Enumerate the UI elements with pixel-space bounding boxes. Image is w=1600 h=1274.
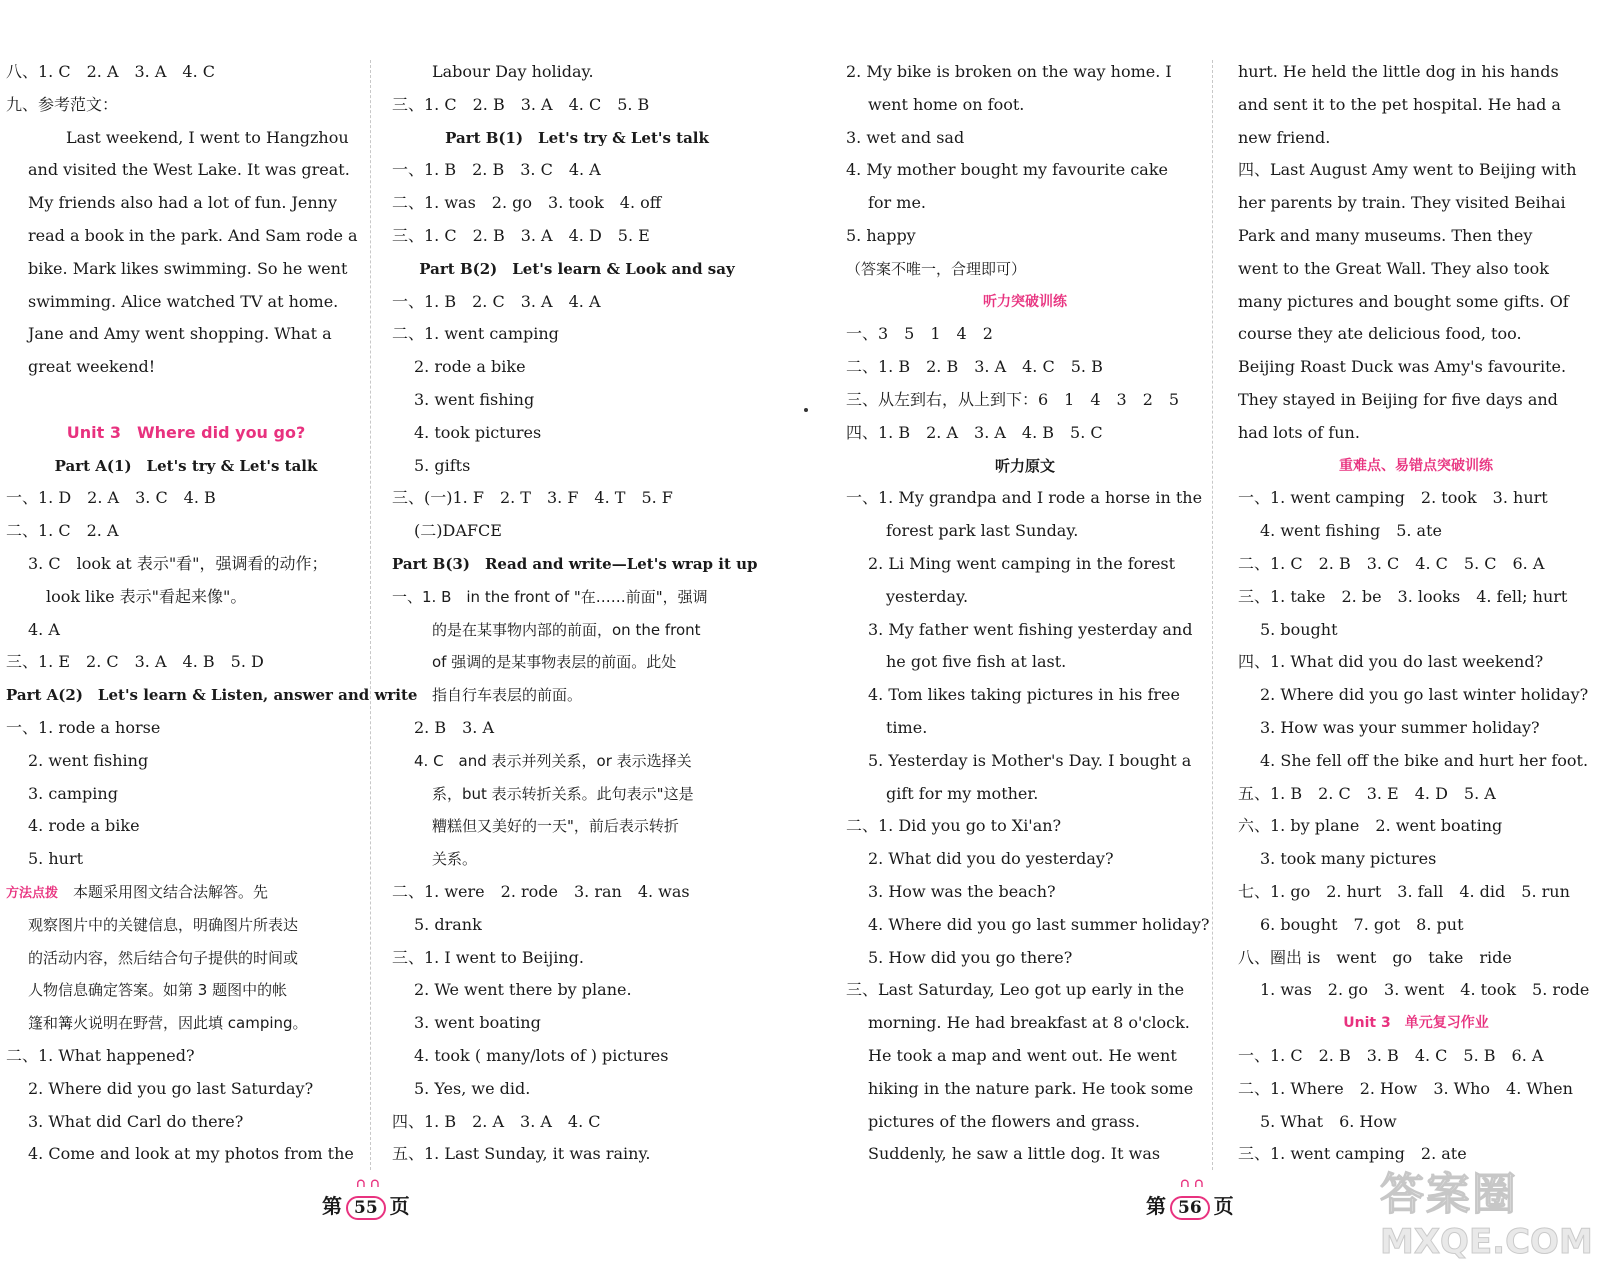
answer-line: （答案不唯一，合理即可）	[846, 259, 1027, 278]
answer-line: 3. How was the beach?	[868, 881, 1056, 901]
answer-line: pictures of the flowers and grass.	[868, 1111, 1140, 1131]
answer-line: her parents by train. They visited Beihai	[1238, 193, 1566, 213]
answer-line: 1. was 2. go 3. went 4. took 5. rode	[1260, 980, 1590, 1000]
answer-line: 3. wet and sad	[846, 127, 965, 147]
answer-line: 4. She fell off the bike and hurt her foot.	[1260, 750, 1589, 770]
answer-line: 二、1. were 2. rode 3. ran 4. was	[392, 881, 690, 901]
answer-line: Last weekend, I went to Hangzhou	[66, 127, 349, 147]
column-divider	[1212, 60, 1213, 1170]
answer-line: 5. Yesterday is Mother's Day. I bought a	[868, 750, 1192, 770]
answer-line: 五、1. Last Sunday, it was rainy.	[392, 1144, 651, 1164]
answer-line: 一、1. went camping 2. took 3. hurt	[1238, 488, 1548, 508]
answer-line: he got five fish at last.	[886, 652, 1067, 672]
answer-line: 5. happy	[846, 225, 916, 245]
answer-line: 三、1. C 2. B 3. A 4. D 5. E	[392, 225, 650, 245]
answer-line: 5. bought	[1260, 619, 1338, 639]
answer-line: 三、1. take 2. be 3. looks 4. fell; hurt	[1238, 586, 1568, 606]
answer-line: (二)DAFCE	[414, 521, 502, 541]
answer-line: 一、1. B in the front of "在……前面"，强调	[392, 587, 708, 606]
page-prefix: 第	[322, 1194, 342, 1218]
answer-line: look like 表示"看起来像"。	[46, 586, 247, 606]
answer-line: yesterday.	[886, 586, 969, 606]
answer-line: 一、1. B 2. B 3. C 4. A	[392, 160, 601, 180]
answer-line: time.	[886, 717, 928, 737]
answer-column-2	[392, 56, 762, 1171]
answer-line: 一、1. My grandpa and I rode a horse in the	[846, 488, 1203, 508]
method-tip-label: 方法点拨	[6, 885, 59, 901]
answer-line: 三、1. went camping 2. ate	[1238, 1144, 1467, 1164]
answer-line: 三、从左到右，从上到下：6 1 4 3 2 5	[846, 389, 1180, 409]
page-number-right	[1146, 1176, 1234, 1220]
answer-line: and visited the West Lake. It was great.	[28, 160, 350, 180]
answer-line: hiking in the nature park. He took some	[868, 1078, 1194, 1098]
answer-line: Part B(3) Read and write—Let's wrap it up	[392, 554, 758, 573]
answer-line: 5. Yes, we did.	[414, 1078, 531, 1098]
answer-line: course they ate delicious food, too.	[1238, 324, 1522, 344]
answer-line: 3. What did Carl do there?	[28, 1111, 244, 1131]
answer-line: 八、1. C 2. A 3. A 4. C	[6, 62, 216, 81]
answer-column-3	[846, 56, 1210, 1171]
answer-line: 二、1. What happened?	[6, 1045, 195, 1065]
answer-line: and sent it to the pet hospital. He had a	[1238, 94, 1561, 114]
answer-line: 4. Tom likes taking pictures in his free	[868, 685, 1180, 705]
answer-line: many pictures and bought some gifts. Of	[1238, 291, 1569, 311]
answer-line: 4. rode a bike	[28, 816, 140, 836]
answer-line: Part A(1) Let's try & Let's talk	[54, 456, 318, 475]
answer-line: 4. Where did you go last summer holiday?	[868, 914, 1210, 934]
answer-line: Labour Day holiday.	[432, 62, 594, 81]
answer-line: 4. went fishing 5. ate	[1260, 521, 1442, 541]
answer-line: 5. hurt	[28, 849, 84, 869]
answer-line: 4. My mother bought my favourite cake	[846, 160, 1168, 180]
answer-line: Part B(2) Let's learn & Look and say	[419, 259, 735, 278]
answer-line: 重难点、易错点突破训练	[1339, 457, 1493, 474]
answer-line: 二、1. went camping	[392, 324, 559, 344]
answer-line: 系，but 表示转折关系。此句表示"这是	[432, 784, 694, 803]
answer-line: 一、3 5 1 4 2	[846, 324, 993, 344]
answer-line: 5. What 6. How	[1260, 1111, 1397, 1131]
page-suffix: 页	[1213, 1194, 1234, 1218]
answer-column-4	[1238, 56, 1594, 1171]
answer-line: 3. My father went fishing yesterday and	[868, 619, 1193, 639]
answer-line: Suddenly, he saw a little dog. It was	[868, 1144, 1161, 1164]
answer-line: 3. took many pictures	[1260, 849, 1437, 869]
answer-line: new friend.	[1238, 127, 1331, 147]
answer-line: 的是在某事物内部的前面，on the front	[432, 620, 701, 639]
page-prefix: 第	[1146, 1194, 1166, 1218]
answer-line: 糟糕但又美好的一天"，前后表示转折	[432, 817, 679, 836]
watermark-logo	[1380, 1158, 1593, 1268]
page-suffix: 页	[389, 1194, 410, 1218]
answer-column-1	[6, 56, 418, 1171]
answer-line: Part B(1) Let's try & Let's talk	[445, 128, 709, 147]
answer-line: They stayed in Beijing for five days and	[1238, 389, 1558, 409]
answer-line: 2. Where did you go last Saturday?	[28, 1078, 314, 1098]
answer-line: 2. rode a bike	[414, 357, 526, 377]
answer-line: Unit 3 单元复习作业	[1343, 1015, 1489, 1032]
answer-line: Beijing Roast Duck was Amy's favourite.	[1238, 357, 1567, 377]
answer-line: 三、Last Saturday, Leo got up early in the	[846, 980, 1185, 1000]
answer-line: 七、1. go 2. hurt 3. fall 4. did 5. run	[1238, 881, 1570, 901]
answer-line: 3. went boating	[414, 1013, 541, 1033]
answer-line: 一、1. D 2. A 3. C 4. B	[6, 488, 216, 508]
watermark-bottom: MXQE.COM	[1380, 1222, 1593, 1262]
answer-line: 5. drank	[414, 914, 482, 934]
answer-line: 2. What did you do yesterday?	[868, 849, 1114, 869]
answer-line: 一、1. rode a horse	[6, 717, 161, 737]
answer-line: 四、1. B 2. A 3. A 4. C	[392, 1111, 601, 1131]
answer-line: 一、1. C 2. B 3. B 4. C 5. B 6. A	[1238, 1045, 1544, 1065]
spacer	[6, 384, 366, 417]
answer-line: for me.	[868, 193, 927, 213]
answer-line: 3. camping	[28, 783, 118, 803]
answer-line: 二、1. Where 2. How 3. Who 4. When	[1238, 1078, 1573, 1098]
answer-line: went to the Great Wall. They also took	[1238, 258, 1549, 278]
answer-line: 2. B 3. A	[414, 717, 495, 737]
bunny-ears-icon: ∩∩	[355, 1176, 384, 1190]
answer-line: morning. He had breakfast at 8 o'clock.	[868, 1013, 1190, 1033]
answer-line: He took a map and went out. He went	[868, 1045, 1177, 1065]
answer-line: 三、(一)1. F 2. T 3. F 4. T 5. F	[392, 488, 673, 508]
answer-line: 3. How was your summer holiday?	[1260, 717, 1540, 737]
bunny-ears-icon: ∩∩	[1179, 1176, 1208, 1190]
answer-line: 2. Where did you go last winter holiday?	[1260, 685, 1589, 705]
answer-line: Unit 3 Where did you go?	[66, 422, 306, 442]
answer-line: 5. How did you go there?	[868, 947, 1073, 967]
answer-line: read a book in the park. And Sam rode a	[28, 225, 358, 245]
answer-line: 关系。	[432, 850, 478, 869]
answer-line: Park and many museums. Then they	[1238, 225, 1533, 245]
answer-line: 二、1. was 2. go 3. took 4. off	[392, 193, 662, 213]
answer-line: My friends also had a lot of fun. Jenny	[28, 193, 338, 213]
answer-line: 二、1. C 2. A	[6, 521, 119, 541]
answer-line: 三、1. I went to Beijing.	[392, 947, 584, 967]
page-num: 56	[1170, 1196, 1210, 1220]
answer-line: 2. went fishing	[28, 750, 149, 770]
answer-line: 三、1. E 2. C 3. A 4. B 5. D	[6, 652, 264, 672]
answer-line: 八、圈出 is went go take ride	[1238, 947, 1512, 967]
answer-line: 的活动内容，然后结合句子提供的时间或	[28, 948, 299, 967]
answer-line: 4. took pictures	[414, 422, 542, 442]
answer-line: 四、1. B 2. A 3. A 4. B 5. C	[846, 422, 1103, 442]
answer-line: 四、Last August Amy went to Beijing with	[1238, 160, 1577, 180]
answer-line: great weekend!	[28, 357, 156, 377]
answer-line: 观察图片中的关键信息，明确图片所表达	[28, 915, 299, 934]
page-num: 55	[346, 1196, 386, 1220]
answer-line: went home on foot.	[868, 94, 1025, 114]
answer-line: 3. C look at 表示"看"，强调看的动作；	[28, 553, 328, 573]
answer-line: had lots of fun.	[1238, 422, 1360, 442]
answer-line: 三、1. C 2. B 3. A 4. C 5. B	[392, 94, 650, 114]
page-number-left	[322, 1176, 410, 1220]
answer-line: 听力突破训练	[983, 293, 1067, 310]
column-divider	[370, 60, 371, 1170]
answer-line: gift for my mother.	[886, 783, 1039, 803]
answer-line: 六、1. by plane 2. went boating	[1238, 816, 1503, 836]
answer-line: 4. took ( many/lots of ) pictures	[414, 1045, 669, 1065]
answer-line: Jane and Amy went shopping. What a	[28, 324, 332, 344]
answer-line: 5. gifts	[414, 455, 471, 475]
answer-line	[6, 876, 366, 909]
answer-line: 4. Come and look at my photos from the	[28, 1144, 354, 1164]
answer-line: of 强调的是某事物表层的前面。此处	[432, 653, 677, 672]
answer-line: 指自行车表层的前面。	[432, 686, 583, 705]
answer-line: 九、参考范文：	[6, 94, 119, 114]
answer-line: 四、1. What did you do last weekend?	[1238, 652, 1544, 672]
answer-line: 二、1. B 2. B 3. A 4. C 5. B	[846, 357, 1103, 377]
answer-line: 一、1. B 2. C 3. A 4. A	[392, 291, 601, 311]
answer-line: 2. Li Ming went camping in the forest	[868, 553, 1176, 573]
answer-line: 2. My bike is broken on the way home. I	[846, 62, 1172, 81]
answer-line: Part A(2) Let's learn & Listen, answer and write	[6, 686, 418, 705]
answer-line: hurt. He held the little dog in his hands	[1238, 62, 1559, 81]
method-tip-text: 本题采用图文结合法解答。先	[58, 882, 269, 901]
answer-line: 二、1. Did you go to Xi'an?	[846, 816, 1062, 836]
watermark-top: 答案圈	[1380, 1169, 1518, 1220]
answer-line: swimming. Alice watched TV at home.	[28, 291, 339, 311]
answer-line: 3. went fishing	[414, 389, 535, 409]
answer-line: 五、1. B 2. C 3. E 4. D 5. A	[1238, 783, 1496, 803]
answer-line: 篷和篝火说明在野营，因此填 camping。	[28, 1014, 308, 1033]
answer-line: bike. Mark likes swimming. So he went	[28, 258, 348, 278]
scan-speck	[804, 408, 808, 412]
answer-line: 二、1. C 2. B 3. C 4. C 5. C 6. A	[1238, 553, 1545, 573]
answer-line: 6. bought 7. got 8. put	[1260, 914, 1464, 934]
answer-line: 2. We went there by plane.	[414, 980, 632, 1000]
answer-line: 4. C and 表示并列关系，or 表示选择关	[414, 751, 692, 770]
answer-line: forest park last Sunday.	[886, 521, 1079, 541]
answer-line: 听力原文	[994, 456, 1055, 475]
answer-line: 人物信息确定答案。如第 3 题图中的帐	[28, 981, 288, 1000]
answer-line: 4. A	[28, 619, 60, 639]
